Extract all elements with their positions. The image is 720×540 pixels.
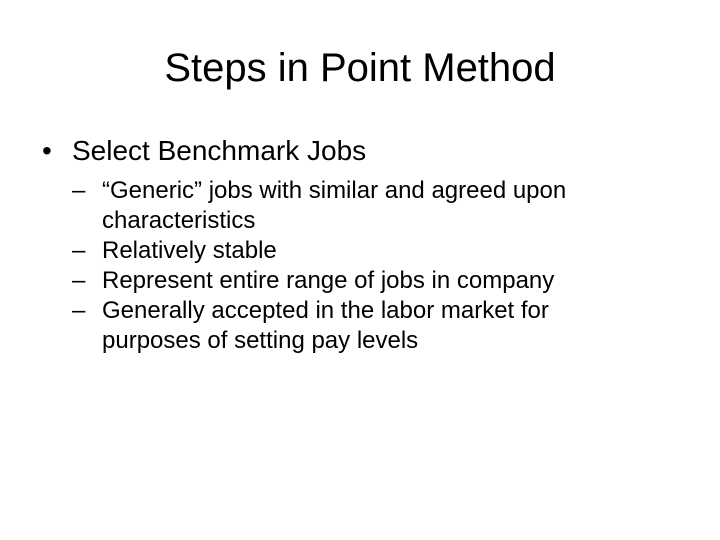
sub-bullet-item [72, 266, 672, 296]
sub-bullet-item [72, 296, 672, 356]
dash-marker: – [72, 237, 86, 264]
bullet-marker: • [42, 135, 52, 166]
sub-bullet-text: Generally accepted in the labor market for [102, 297, 549, 324]
slide-title: Steps in Point Method [164, 46, 556, 90]
sub-bullet-text: Represent entire range of jobs in company [102, 267, 555, 294]
sub-bullet-text-continued: characteristics [102, 207, 256, 234]
sub-bullet-item [72, 236, 672, 266]
sub-bullet-item [72, 176, 672, 236]
sub-bullet-list [72, 176, 672, 356]
sub-bullet-text: Relatively stable [102, 237, 277, 264]
sub-bullet-text: “Generic” jobs with similar and agreed upon [102, 177, 567, 204]
sub-bullet-text-continued: purposes of setting pay levels [102, 327, 419, 354]
dash-marker: – [72, 177, 86, 204]
dash-marker: – [72, 297, 86, 324]
bullet-text: Select Benchmark Jobs [72, 135, 367, 166]
dash-marker: – [72, 267, 86, 294]
